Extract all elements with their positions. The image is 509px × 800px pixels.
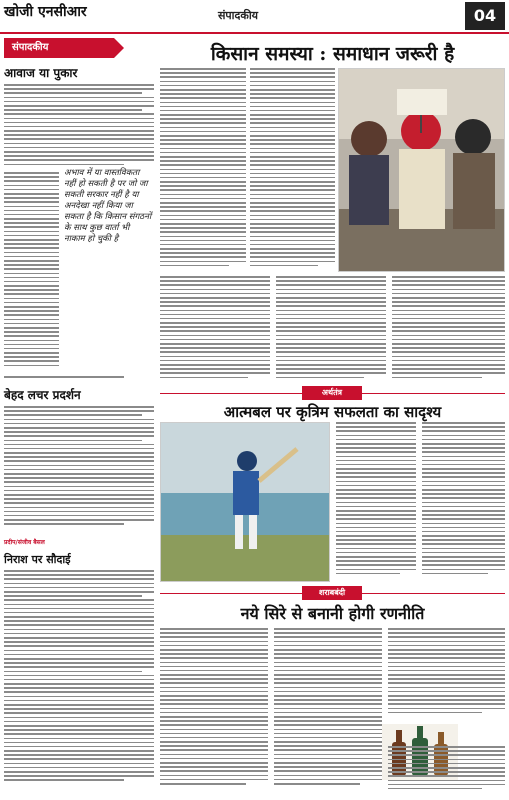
- article-1-col-3: [160, 276, 270, 382]
- left-headline-2: बेहद लचर प्रदर्शन: [4, 388, 81, 402]
- farmer-protest-illustration: [339, 69, 505, 272]
- main-area: [160, 38, 505, 796]
- left-article-1-body: [4, 84, 154, 168]
- left-headline-1: आवाज या पुकार: [4, 66, 78, 80]
- newspaper-brand: खोजी एनसीआर: [4, 4, 87, 20]
- batsman-illustration: [161, 423, 330, 582]
- main-headline: किसान समस्या : समाधान जरूरी है: [210, 43, 455, 65]
- economy-headline: आत्मबल पर कृत्रिम सफलता का सादृश्य: [223, 403, 442, 421]
- article-1-col-4: [276, 276, 386, 382]
- article-1-col-5: [392, 276, 505, 382]
- left-column: [4, 38, 154, 796]
- left-article-2-body: [4, 406, 154, 534]
- left-headline-3: निराश पर सौदाई: [4, 553, 71, 566]
- ribbon-label-economy: अर्थतंत्र: [302, 386, 362, 400]
- section-tag: संपादकीय: [4, 38, 114, 58]
- page-number: 04: [465, 2, 505, 30]
- section-ribbon-economy: [160, 386, 505, 400]
- section-name: संपादकीय: [218, 9, 259, 22]
- farmer-protest-photo: [338, 68, 505, 272]
- pull-quote-text: अभाव में या वास्तविकता नहीं हो सकती है पर जो जा सकती सरकार नहीं है या अनदेखा नहीं किया जा सकता है कि किसान संगठनों के साथ कुछ वार्ता भी नाकाम हो चुकी है: [64, 168, 152, 244]
- byline: प्रदीप/संजीव बैसल: [4, 539, 45, 546]
- article-3-col-1: [160, 628, 268, 794]
- left-article-1-tail: [4, 376, 154, 382]
- ribbon-label-prohibition: शराबबंदी: [302, 586, 362, 600]
- prohibition-headline: नये सिरे से बनानी होगी रणनीति: [240, 604, 425, 623]
- article-3-col-2: [274, 628, 382, 794]
- article-3-col-3: [388, 628, 505, 720]
- section-ribbon-prohibition: [160, 586, 505, 600]
- article-2-col-2: [422, 422, 505, 582]
- left-article-1-body-2: [4, 172, 59, 372]
- left-article-3-body: [4, 570, 154, 794]
- article-1-col-1: [160, 68, 246, 272]
- article-2-col-1: [336, 422, 416, 582]
- article-3-col-3-tail: [388, 746, 505, 794]
- pull-quote: [64, 168, 152, 368]
- masthead: [0, 0, 509, 34]
- article-1-col-2: [250, 68, 335, 272]
- cricket-photo: [160, 422, 330, 582]
